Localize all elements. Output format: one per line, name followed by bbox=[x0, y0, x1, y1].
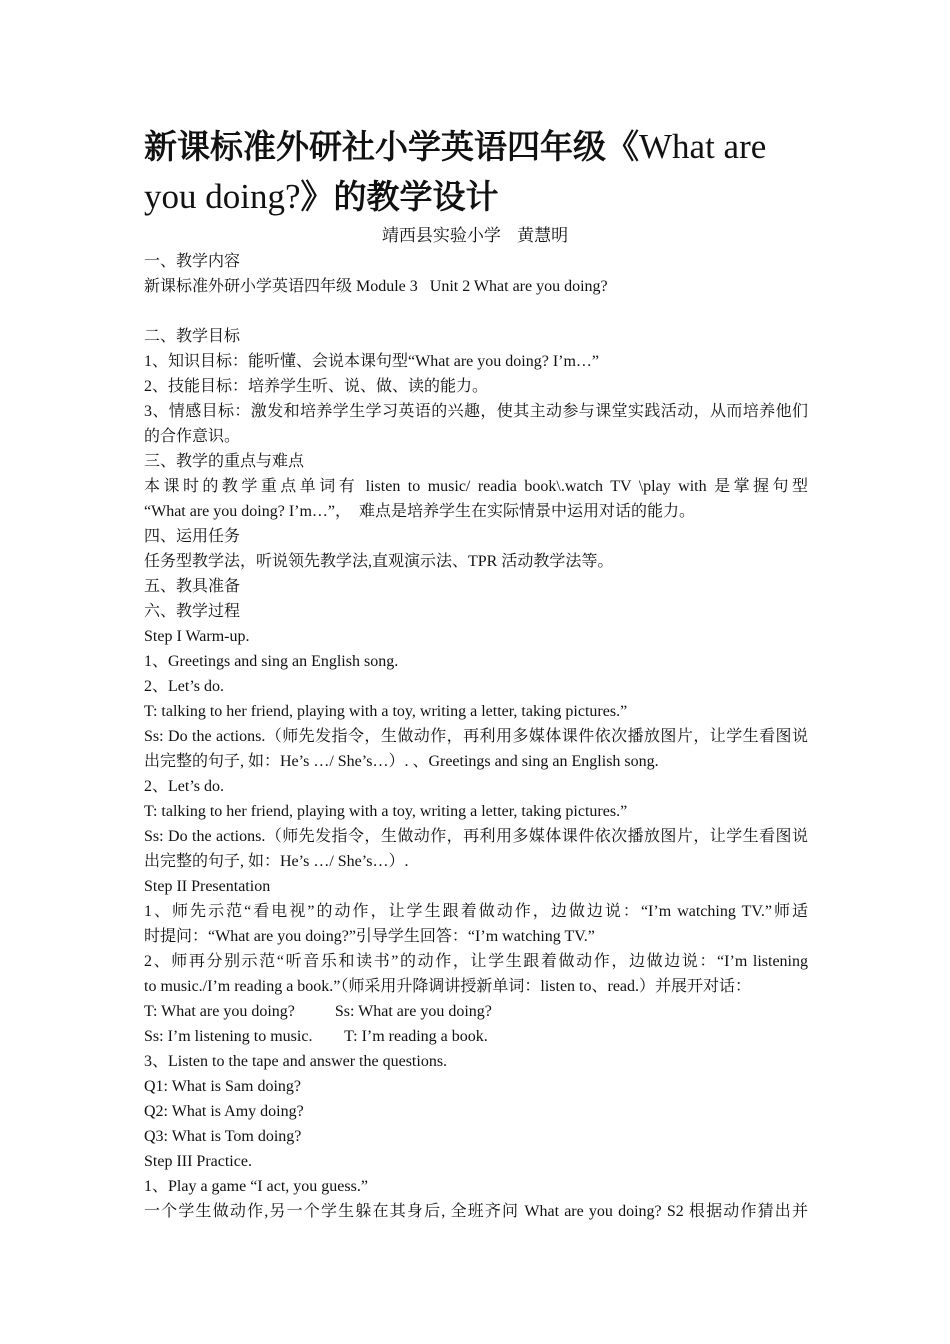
body-line: 四、运用任务 bbox=[144, 528, 241, 545]
body-line: 1、知识目标：能听懂、会说本课句型“What are you doing? I’m…” bbox=[144, 353, 600, 370]
author-line: 靖西县实验小学 黄慧明 bbox=[381, 226, 569, 246]
body-line: 1、Greetings and sing an English song. bbox=[144, 653, 399, 670]
body-line: 1、Play a game “I act, you guess.” bbox=[144, 1178, 368, 1195]
body-line: T: talking to her friend, playing with a toy, writing a letter, taking pictures.” bbox=[144, 803, 628, 820]
body-line: 本课时的教学重点单词有 listen to music/ readia book\.watch TV \play with 是掌握句型 bbox=[144, 478, 808, 495]
title-latin-1: What are bbox=[639, 127, 767, 166]
body-line: Q3: What is Tom doing? bbox=[144, 1128, 302, 1145]
body-line: 2、师再分别示范“听音乐和读书”的动作，让学生跟着做动作，边做边说：“I’m listening bbox=[144, 953, 808, 970]
body-line: to music./I’m reading a book.”（师采用升降调讲授新单词：listen to、read.）并展开对话： bbox=[144, 978, 752, 995]
body-line: “What are you doing? I’m…”， 难点是培养学生在实际情景中运用对话的能力。 bbox=[144, 503, 696, 520]
body-line: 的合作意识。 bbox=[144, 428, 241, 445]
body-line: 出完整的句子, 如：He’s …/ She’s…）. 、Greetings and sing an English song. bbox=[144, 753, 659, 770]
body-line: 五、教具准备 bbox=[144, 578, 241, 595]
body-line: T: talking to her friend, playing with a toy, writing a letter, taking pictures.” bbox=[144, 703, 628, 720]
title-part-2: 》的教学设计 bbox=[300, 177, 499, 216]
body-line: 时提问：“What are you doing?”引导学生回答：“I’m watching TV.” bbox=[144, 928, 595, 945]
title-latin-2: you doing? bbox=[144, 177, 301, 216]
body-line: 一、教学内容 bbox=[144, 253, 241, 270]
body-line: Ss: Do the actions.（师先发指令，生做动作，再利用多媒体课件依次播放图片，让学生看图说 bbox=[144, 828, 808, 845]
body-line: 六、教学过程 bbox=[144, 603, 241, 620]
body-line: Q2: What is Amy doing? bbox=[144, 1103, 304, 1120]
title-part-1: 新课标准外研社小学英语四年级《 bbox=[144, 127, 639, 166]
body-line: 新课标准外研小学英语四年级 Module 3 Unit 2 What are you doing? bbox=[144, 278, 608, 295]
body-line: 一个学生做动作,另一个学生躲在其身后, 全班齐问 What are you doing? S2 根据动作猜出并 bbox=[144, 1203, 808, 1220]
body-line: Ss: Do the actions.（师先发指令，生做动作，再利用多媒体课件依次播放图片，让学生看图说 bbox=[144, 728, 808, 745]
body-line: 2、Let’s do. bbox=[144, 678, 224, 695]
body-line bbox=[144, 299, 808, 324]
body-line: 2、Let’s do. bbox=[144, 778, 224, 795]
body-line: 任务型教学法，听说领先教学法,直观演示法、TPR 活动教学法等。 bbox=[144, 553, 614, 570]
body-line: 3、Listen to the tape and answer the questions. bbox=[144, 1053, 448, 1070]
body-line: 1、师先示范“看电视”的动作，让学生跟着做动作，边做边说：“I’m watching TV.”师适 bbox=[144, 903, 808, 920]
body-line: 出完整的句子, 如：He’s …/ She’s…）. bbox=[144, 853, 409, 870]
body-line: Q1: What is Sam doing? bbox=[144, 1078, 302, 1095]
body-line: T: What are you doing? Ss: What are you doing? bbox=[144, 1003, 492, 1020]
body-line: Step I Warm-up. bbox=[144, 628, 250, 645]
body-line: 3、情感目标：激发和培养学生学习英语的兴趣，使其主动参与课堂实践活动，从而培养他们 bbox=[144, 403, 808, 420]
body-line: Ss: I’m listening to music. T: I’m reading a book. bbox=[144, 1028, 488, 1045]
body-line: 二、教学目标 bbox=[144, 328, 241, 345]
body-line: Step II Presentation bbox=[144, 878, 271, 895]
document-title bbox=[144, 122, 812, 222]
document-body bbox=[144, 249, 808, 1224]
body-line: Step III Practice. bbox=[144, 1153, 252, 1170]
body-line: 2、技能目标：培养学生听、说、做、读的能力。 bbox=[144, 378, 489, 395]
body-line: 三、教学的重点与难点 bbox=[144, 453, 305, 470]
